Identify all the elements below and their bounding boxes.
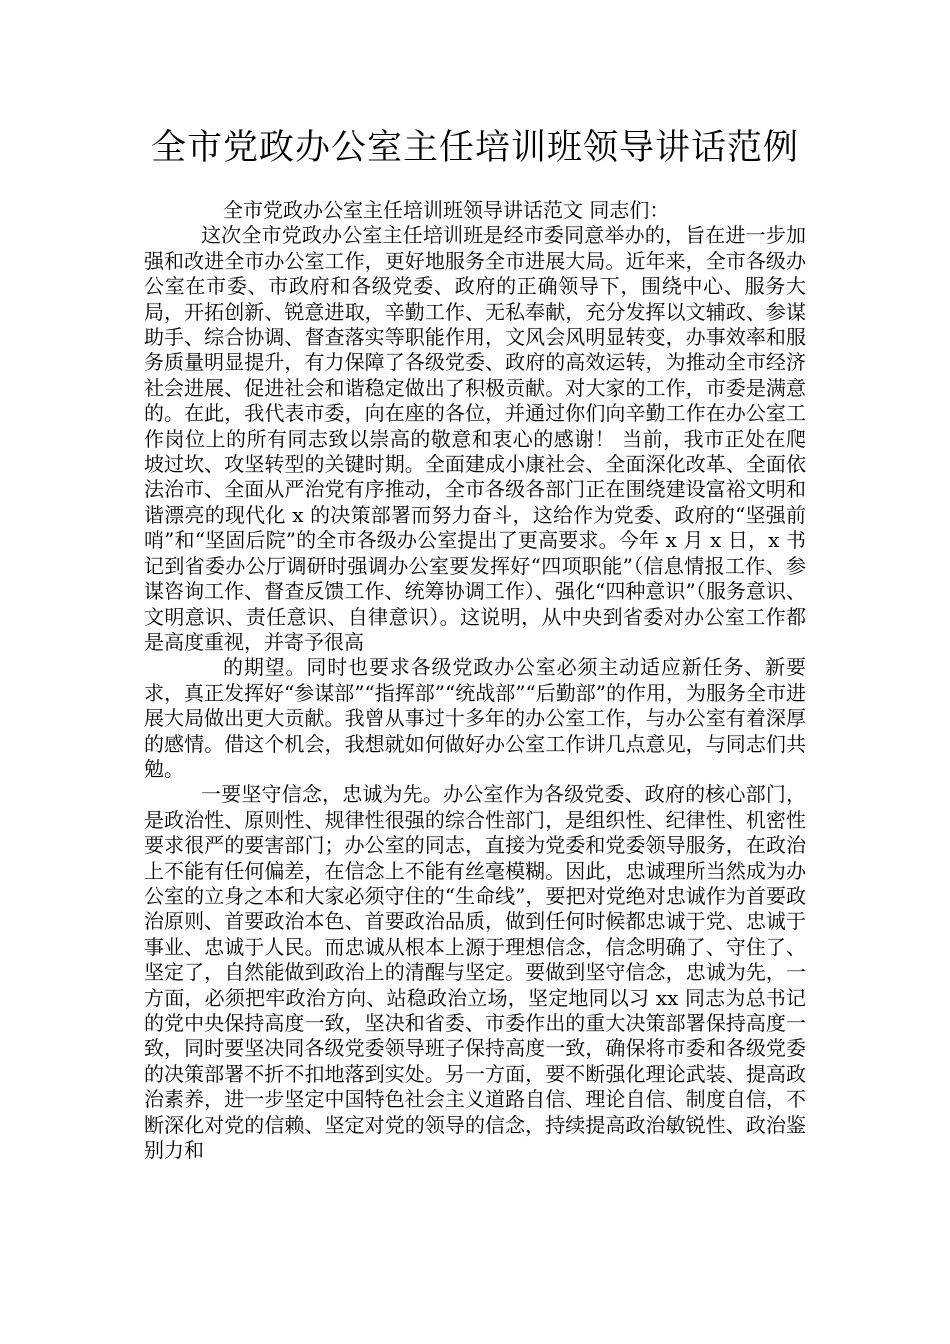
salutation-paragraph: 全市党政办公室主任培训班领导讲话范文 同志们： xyxy=(223,198,670,222)
document-title: 全市党政办公室主任培训班领导讲话范例 xyxy=(150,128,799,168)
body-paragraph: 的期望。同时也要求各级党政办公室必须主动适应新任务、新要求，真正发挥好“参谋部”“指挥部”“统战部”“后勤部”的作用，为服务全市进展大局做出更大贡献。我曾从事过十多年的办公室工作，与办公室有着深厚的感情。借这个机会，我想就如何做好办公室工作讲几点意见，与同志们共勉。 xyxy=(144,655,806,781)
body-paragraph: 一要坚守信念，忠诚为先。办公室作为各级党委、政府的核心部门，是政治性、原则性、规律性很强的综合性部门，是组织性、纪律性、机密性要求很严的要害部门；办公室的同志，直接为党委和党委领导服务，在政治上不能有任何偏差，在信念上不能有丝毫模糊。因此，忠诚理所当然成为办公室的立身之本和大家必须守住的“生命线”，要把对党绝对忠诚作为首要政治原则、首要政治本色、首要政治品质，做到任何时候都忠诚于党、忠诚于事业、忠诚于人民。而忠诚从根本上源于理想信念，信念明确了、守住了、坚定了，自然能做到政治上的清醒与坚定。要做到坚守信念，忠诚为先，一方面，必须把牢政治方向、站稳政治立场，坚定地同以习 xx 同志为总书记的党中央保持高度一致，坚决和省委、市委作出的重大决策部署保持高度一致，同时要坚决同各级党委领导班子保持高度一致，确保将市委和各级党委的决策部署不折不扣地落到实处。另一方面，要不断强化理论武装、提高政治素养，进一步坚定中国特色社会主义道路自信、理论自信、制度自信，不断深化对党的信赖、坚定对党的领导的信念，持续提高政治敏锐性、政治鉴别力和 xyxy=(144,782,806,1163)
body-paragraph: 这次全市党政办公室主任培训班是经市委同意举办的，旨在进一步加强和改进全市办公室工作，更好地服务全市进展大局。近年来，全市各级办公室在市委、市政府和各级党委、政府的正确领导下，围绕中心、服务大局，开拓创新、锐意进取，辛勤工作、无私奉献，充分发挥以文辅政、参谋助手、综合协调、督查落实等职能作用，文风会风明显转变，办事效率和服务质量明显提升，有力保障了各级党委、政府的高效运转，为推动全市经济社会进展、促进社会和谐稳定做出了积极贡献。对大家的工作，市委是满意的。在此，我代表市委，向在座的各位，并通过你们向辛勤工作在办公室工作岗位上的所有同志致以崇高的敬意和衷心的感谢！ 当前，我市正处在爬坡过坎、攻坚转型的关键时期。全面建成小康社会、全面深化改革、全面依法治市、全面从严治党有序推动，全市各级各部门正在围绕建设富裕文明和谐漂亮的现代化 x 的决策部署而努力奋斗，这给作为党委、政府的“坚强前哨”和“坚固后院”的全市各级办公室提出了更高要求。今年 x 月 x 日，x 书记到省委办公厅调研时强调办公室要发挥好“四项职能”（信息情报工作、参谋咨询工作、督查反馈工作、统筹协调工作）、强化“四种意识”（服务意识、文明意识、责任意识、自律意识）。这说明，从中央到省委对办公室工作都是高度重视，并寄予很高 xyxy=(144,223,806,654)
document-body xyxy=(144,198,806,1163)
